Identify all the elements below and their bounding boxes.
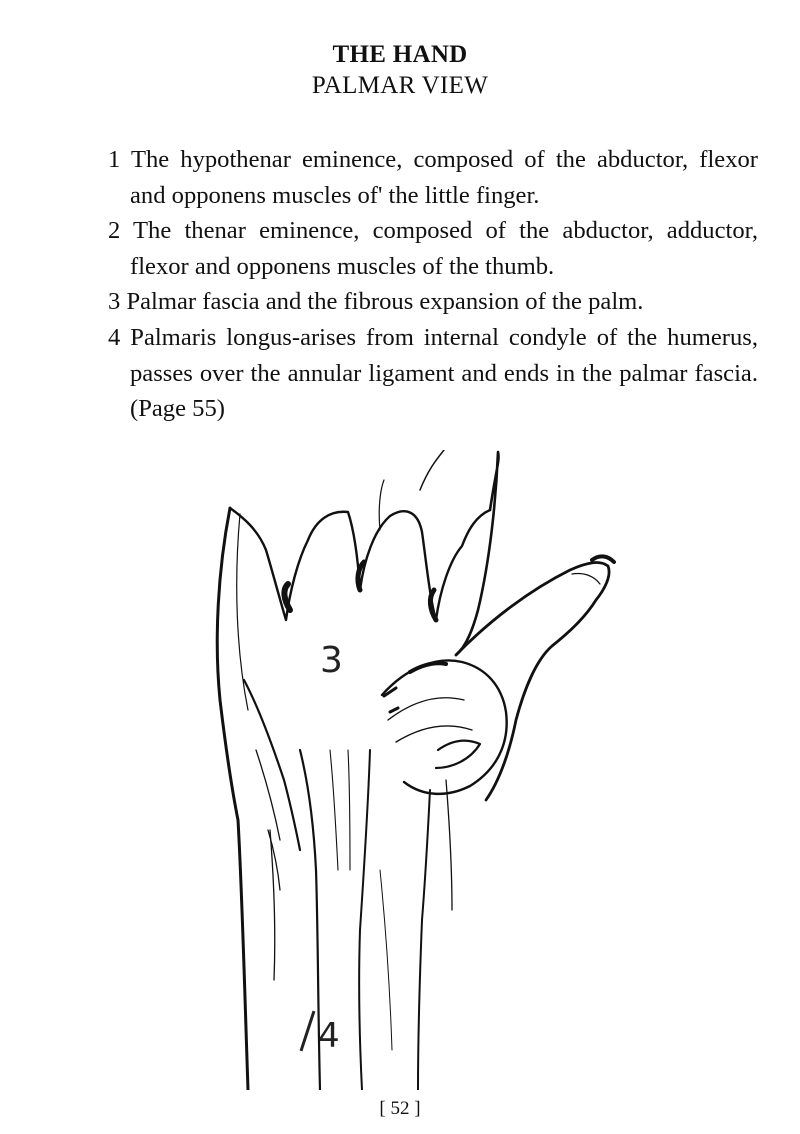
page-number: [ 52 ] bbox=[379, 1098, 421, 1119]
page-subtitle: PALMAR VIEW bbox=[311, 72, 489, 99]
legend-item-3: 3 Palmar fascia and the fibrous expansion of the palm. bbox=[108, 288, 644, 316]
figure-label-3: 3 bbox=[320, 640, 343, 681]
hypothenar-eminence bbox=[244, 680, 300, 850]
hand-palmar-illustration bbox=[200, 450, 640, 1090]
thumb-outline bbox=[456, 563, 609, 800]
hand-left-contour bbox=[217, 508, 248, 1090]
legend-item-4: 4 Palmaris longus-arises from internal condyle of the humerus, passes over the annular ligament and ends in the palmar fascia. (Page 55) bbox=[108, 323, 758, 423]
thenar-eminence bbox=[382, 660, 507, 793]
legend-list bbox=[108, 142, 758, 427]
legend-item-1: 1 The hypothenar eminence, composed of the abductor, flexor and opponens muscles of' the little finger. bbox=[108, 146, 758, 209]
page-header bbox=[0, 40, 800, 102]
page-title: THE HAND bbox=[332, 41, 468, 68]
figure-label-4: 4 bbox=[318, 1016, 340, 1056]
legend-item-2: 2 The thenar eminence, composed of the abductor, adductor, flexor and opponens muscles of the thumb. bbox=[108, 217, 758, 280]
